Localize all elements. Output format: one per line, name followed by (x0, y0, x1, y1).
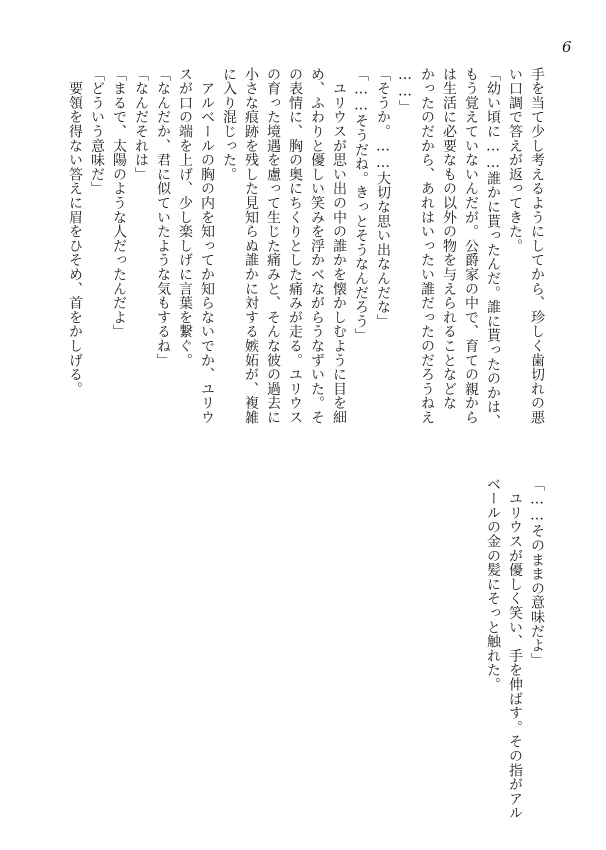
text-line: 小さな痕跡を残した見知らぬ誰かに対する嫉妬が、複雑 (243, 67, 259, 425)
text-line: ベールの金の髪にそっと触れた。 (485, 477, 501, 692)
text-line: い口調で答えが返ってきた。 (507, 67, 523, 253)
text-line: 要領を得ない答えに眉をひそめ、首をかしげる。 (67, 67, 83, 396)
text-line: 「なんだか、君に似ていたような気もするね」 (155, 67, 171, 368)
text-line: かったのだから、あれはいったい誰だったのだろうねえ (419, 67, 435, 425)
text-line: 「……そのままの意味だよ」 (529, 477, 545, 667)
text-line: 「幼い頃に……誰かに貰ったんだ。誰に貰ったのかは、 (485, 67, 501, 429)
text-line: 「まるで、太陽のような人だったんだよ」 (111, 67, 127, 339)
text-line: の育った境遇を慮って生じた痛みと、そんな彼の過去に (265, 67, 281, 425)
text-line: アルベールの胸の内を知ってか知らないでか、ユリウ (199, 67, 215, 425)
text-line: 「なんだそれは」 (133, 67, 149, 182)
text-line: ……」 (397, 67, 413, 114)
text-line: の表情に、胸の奥にちくりとした痛みが走る。ユリウス (287, 67, 303, 425)
text-line: もう覚えていないんだが。公爵家の中で、育ての親から (463, 67, 479, 425)
upper-text-block (64, 67, 548, 429)
text-line: ユリウスが優しく笑い、手を伸ばす。その指がアル (507, 477, 523, 821)
text-line: に入り混じった。 (221, 67, 237, 182)
text-line: 手を当て少し考えるようにしてから、珍しく歯切れの悪 (529, 67, 545, 425)
page-number: 6 (562, 38, 572, 56)
text-line: 「そうか。……大切な思い出なんだな」 (375, 67, 391, 329)
text-line: 「どういう意味だ」 (89, 67, 105, 196)
text-line: め、ふわりと優しい笑みを浮かべながらうなずいた。そ (309, 67, 325, 425)
text-line: 「……そうだね。きっとそうなんだろう」 (353, 67, 369, 343)
text-line: は生活に必要なもの以外の物を与えられることなどな (441, 67, 457, 411)
text-line: スが口の端を上げ、少し楽しげに言葉を繋ぐ。 (177, 67, 193, 368)
text-line: ユリウスが思い出の中の誰かを懐かしむように目を細 (331, 67, 347, 425)
lower-text-block (482, 477, 548, 821)
